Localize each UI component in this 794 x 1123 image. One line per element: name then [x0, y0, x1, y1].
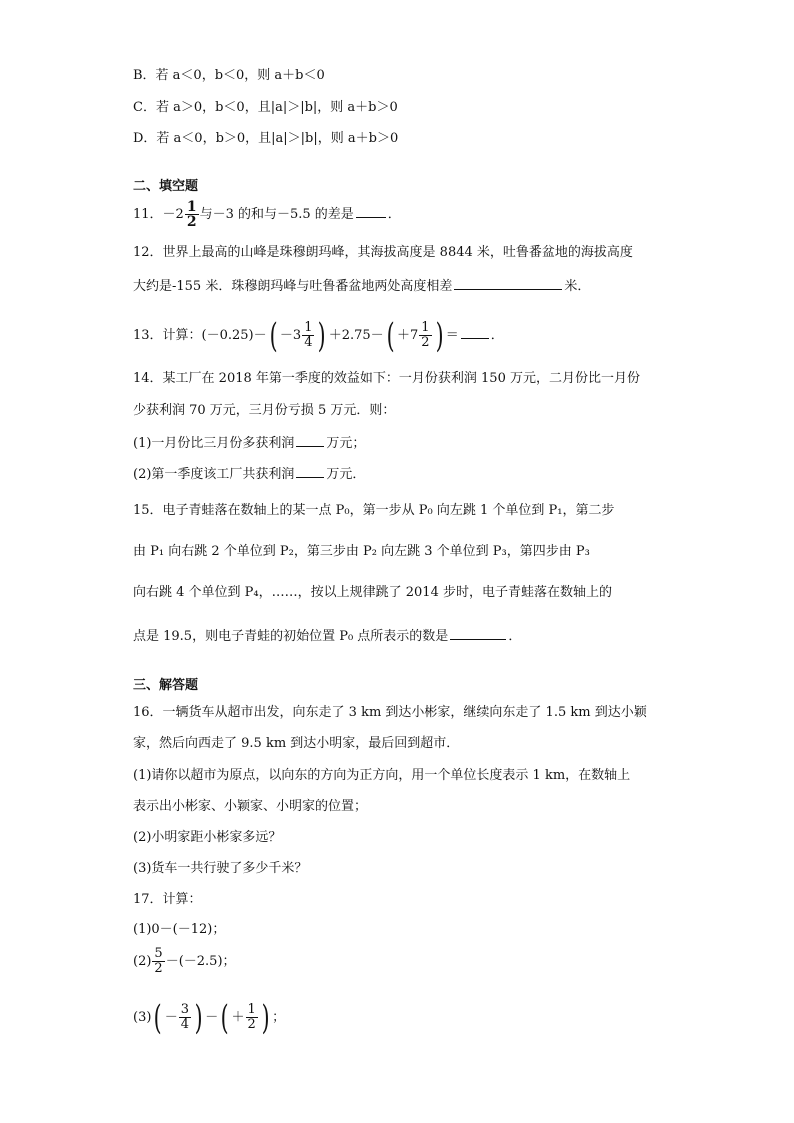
question-17-sub3 — [133, 996, 285, 1040]
question-12-line1: 12．世界上最高的山峰是珠穆朗玛峰，其海拔高度是 8844 米，吐鲁番盆地的海拔高度 — [133, 245, 633, 260]
q17-s2-num: 5 — [154, 946, 163, 961]
question-15-line2: 由 P₁ 向右跳 2 个单位到 P₂，第三步由 P₂ 向左跳 3 个单位到 P₃，第四步由 P₃ — [133, 544, 590, 559]
q17-s3-a-den: 4 — [180, 1017, 189, 1032]
q13-p2-den: 2 — [421, 335, 430, 350]
q11-end: ． — [387, 207, 401, 222]
q17-s3-b-den: 2 — [247, 1017, 256, 1032]
q14-sub2-text: (2)第一季度该工厂共获利润 — [133, 467, 295, 482]
q14-sub2-blank[interactable] — [296, 464, 324, 478]
q13-p2-whole: ＋7 — [396, 328, 419, 343]
q11-fraction — [185, 200, 199, 229]
q17-s3-paren-open-1: ( — [154, 997, 163, 1038]
q17-s3-a-fraction — [179, 1003, 191, 1032]
q17-s2-rest: －(－2.5)； — [165, 954, 236, 969]
q15-end: ． — [508, 629, 522, 644]
q13-p2-fraction — [419, 321, 431, 350]
section-fill-in-title: 二、填空题 — [133, 179, 199, 194]
q17-s2-den: 2 — [154, 961, 163, 976]
q17-s3-paren-close-1: ) — [194, 997, 203, 1038]
q14-sub1-blank[interactable] — [296, 433, 324, 447]
q14-sub1-text: (1)一月份比三月份多获利润 — [133, 436, 295, 451]
q17-s3-b-sign: ＋ — [231, 1010, 245, 1025]
question-16-line1: 16．一辆货车从超市出发，向东走了 3 km 到达小彬家，继续向东走了 1.5 km 到达小颖 — [133, 705, 647, 720]
question-15-line4 — [133, 626, 521, 646]
question-16-line2: 家，然后向西走了 9.5 km 到达小明家，最后回到超市． — [133, 736, 460, 751]
question-14-line2: 少获利润 70 万元，三月份亏损 5 万元．则： — [133, 403, 396, 418]
q13-answer-blank[interactable] — [461, 325, 489, 339]
question-12-line2 — [133, 276, 590, 296]
q13-p1-whole: －3 — [279, 328, 302, 343]
q14-sub1-end: 万元； — [326, 436, 366, 451]
question-15-line1: 15．电子青蛙落在数轴上的某一点 P₀，第一步从 P₀ 向左跳 1 个单位到 P₁，第二步 — [133, 503, 615, 518]
q11-rest: 与－3 的和与－5.5 的差是 — [199, 207, 354, 222]
q13-p1-den: 4 — [304, 335, 313, 350]
q11-frac-den: 2 — [186, 214, 197, 230]
option-b: B．若 a＜0，b＜0，则 a＋b＜0 — [133, 68, 325, 83]
q13-paren-close-1: ) — [318, 315, 327, 356]
q17-s3-a-sign: － — [164, 1010, 178, 1025]
question-11 — [133, 198, 401, 232]
q17-s2-prefix: (2) — [133, 954, 152, 969]
question-17-title: 17．计算： — [133, 892, 202, 907]
q13-prefix: 13．计算：(－0.25)－ — [133, 328, 267, 343]
q17-s3-a-num: 3 — [180, 1002, 189, 1017]
q13-mid: ＋2.75－ — [328, 328, 384, 343]
q17-s3-prefix: (3) — [133, 1010, 152, 1025]
q12-end: 米． — [564, 279, 591, 294]
q15-answer-blank[interactable] — [450, 626, 506, 640]
q13-paren-close-2: ) — [435, 315, 444, 356]
q11-frac-num: 1 — [186, 199, 197, 215]
q13-paren-open-2: ( — [386, 315, 395, 356]
q13-p2-num: 1 — [421, 320, 430, 335]
question-14-sub1 — [133, 433, 365, 453]
q17-s3-op: － — [205, 1010, 219, 1025]
q12-answer-blank[interactable] — [454, 276, 562, 290]
q15-text: 点是 19.5，则电子青蛙的初始位置 P₀ 点所表示的数是 — [133, 629, 449, 644]
q14-sub2-end: 万元． — [326, 467, 366, 482]
q13-end: ． — [490, 328, 504, 343]
q11-answer-blank[interactable] — [356, 204, 386, 218]
q17-s3-b-num: 1 — [247, 1002, 256, 1017]
q17-s3-paren-close-2: ) — [261, 997, 270, 1038]
q12-text: 大约是-155 米．珠穆朗玛峰与吐鲁番盆地两处高度相差 — [133, 279, 453, 294]
option-d: D．若 a＜0，b＞0，且|a|＞|b|，则 a＋b＞0 — [133, 131, 399, 146]
question-16-line4: 表示出小彬家、小颖家、小明家的位置； — [133, 799, 368, 814]
q17-s3-end: ； — [272, 1010, 286, 1025]
question-17-sub1: (1)0－(－12)； — [133, 922, 226, 937]
question-14-sub2 — [133, 464, 365, 484]
q13-p1-num: 1 — [304, 320, 313, 335]
question-16-line5: (2)小明家距小彬家多远？ — [133, 830, 282, 845]
question-15-line3: 向右跳 4 个单位到 P₄，……，按以上规律跳了 2014 步时，电子青蛙落在数轴上的 — [133, 585, 612, 600]
q17-s3-b-fraction — [246, 1003, 258, 1032]
q13-paren-open-1: ( — [269, 315, 278, 356]
question-16-line3: (1)请你以超市为原点，以向东的方向为正方向，用一个单位长度表示 1 km，在数轴上 — [133, 768, 631, 783]
q17-s2-fraction — [152, 947, 164, 976]
q17-s3-paren-open-2: ( — [220, 997, 229, 1038]
section-answer-title: 三、解答题 — [133, 678, 199, 693]
question-14-line1: 14．某工厂在 2018 年第一季度的效益如下：一月份获利润 150 万元，二月份比一月份 — [133, 371, 640, 386]
option-c: C．若 a＞0，b＜0，且|a|＞|b|，则 a＋b＞0 — [133, 100, 398, 115]
q13-p1-fraction — [302, 321, 314, 350]
q13-eq: ＝ — [445, 328, 459, 343]
question-16-line6: (3)货车一共行驶了多少千米？ — [133, 861, 308, 876]
question-17-sub2 — [133, 944, 236, 980]
question-13 — [133, 314, 504, 358]
q11-prefix: 11．－2 — [133, 207, 184, 222]
